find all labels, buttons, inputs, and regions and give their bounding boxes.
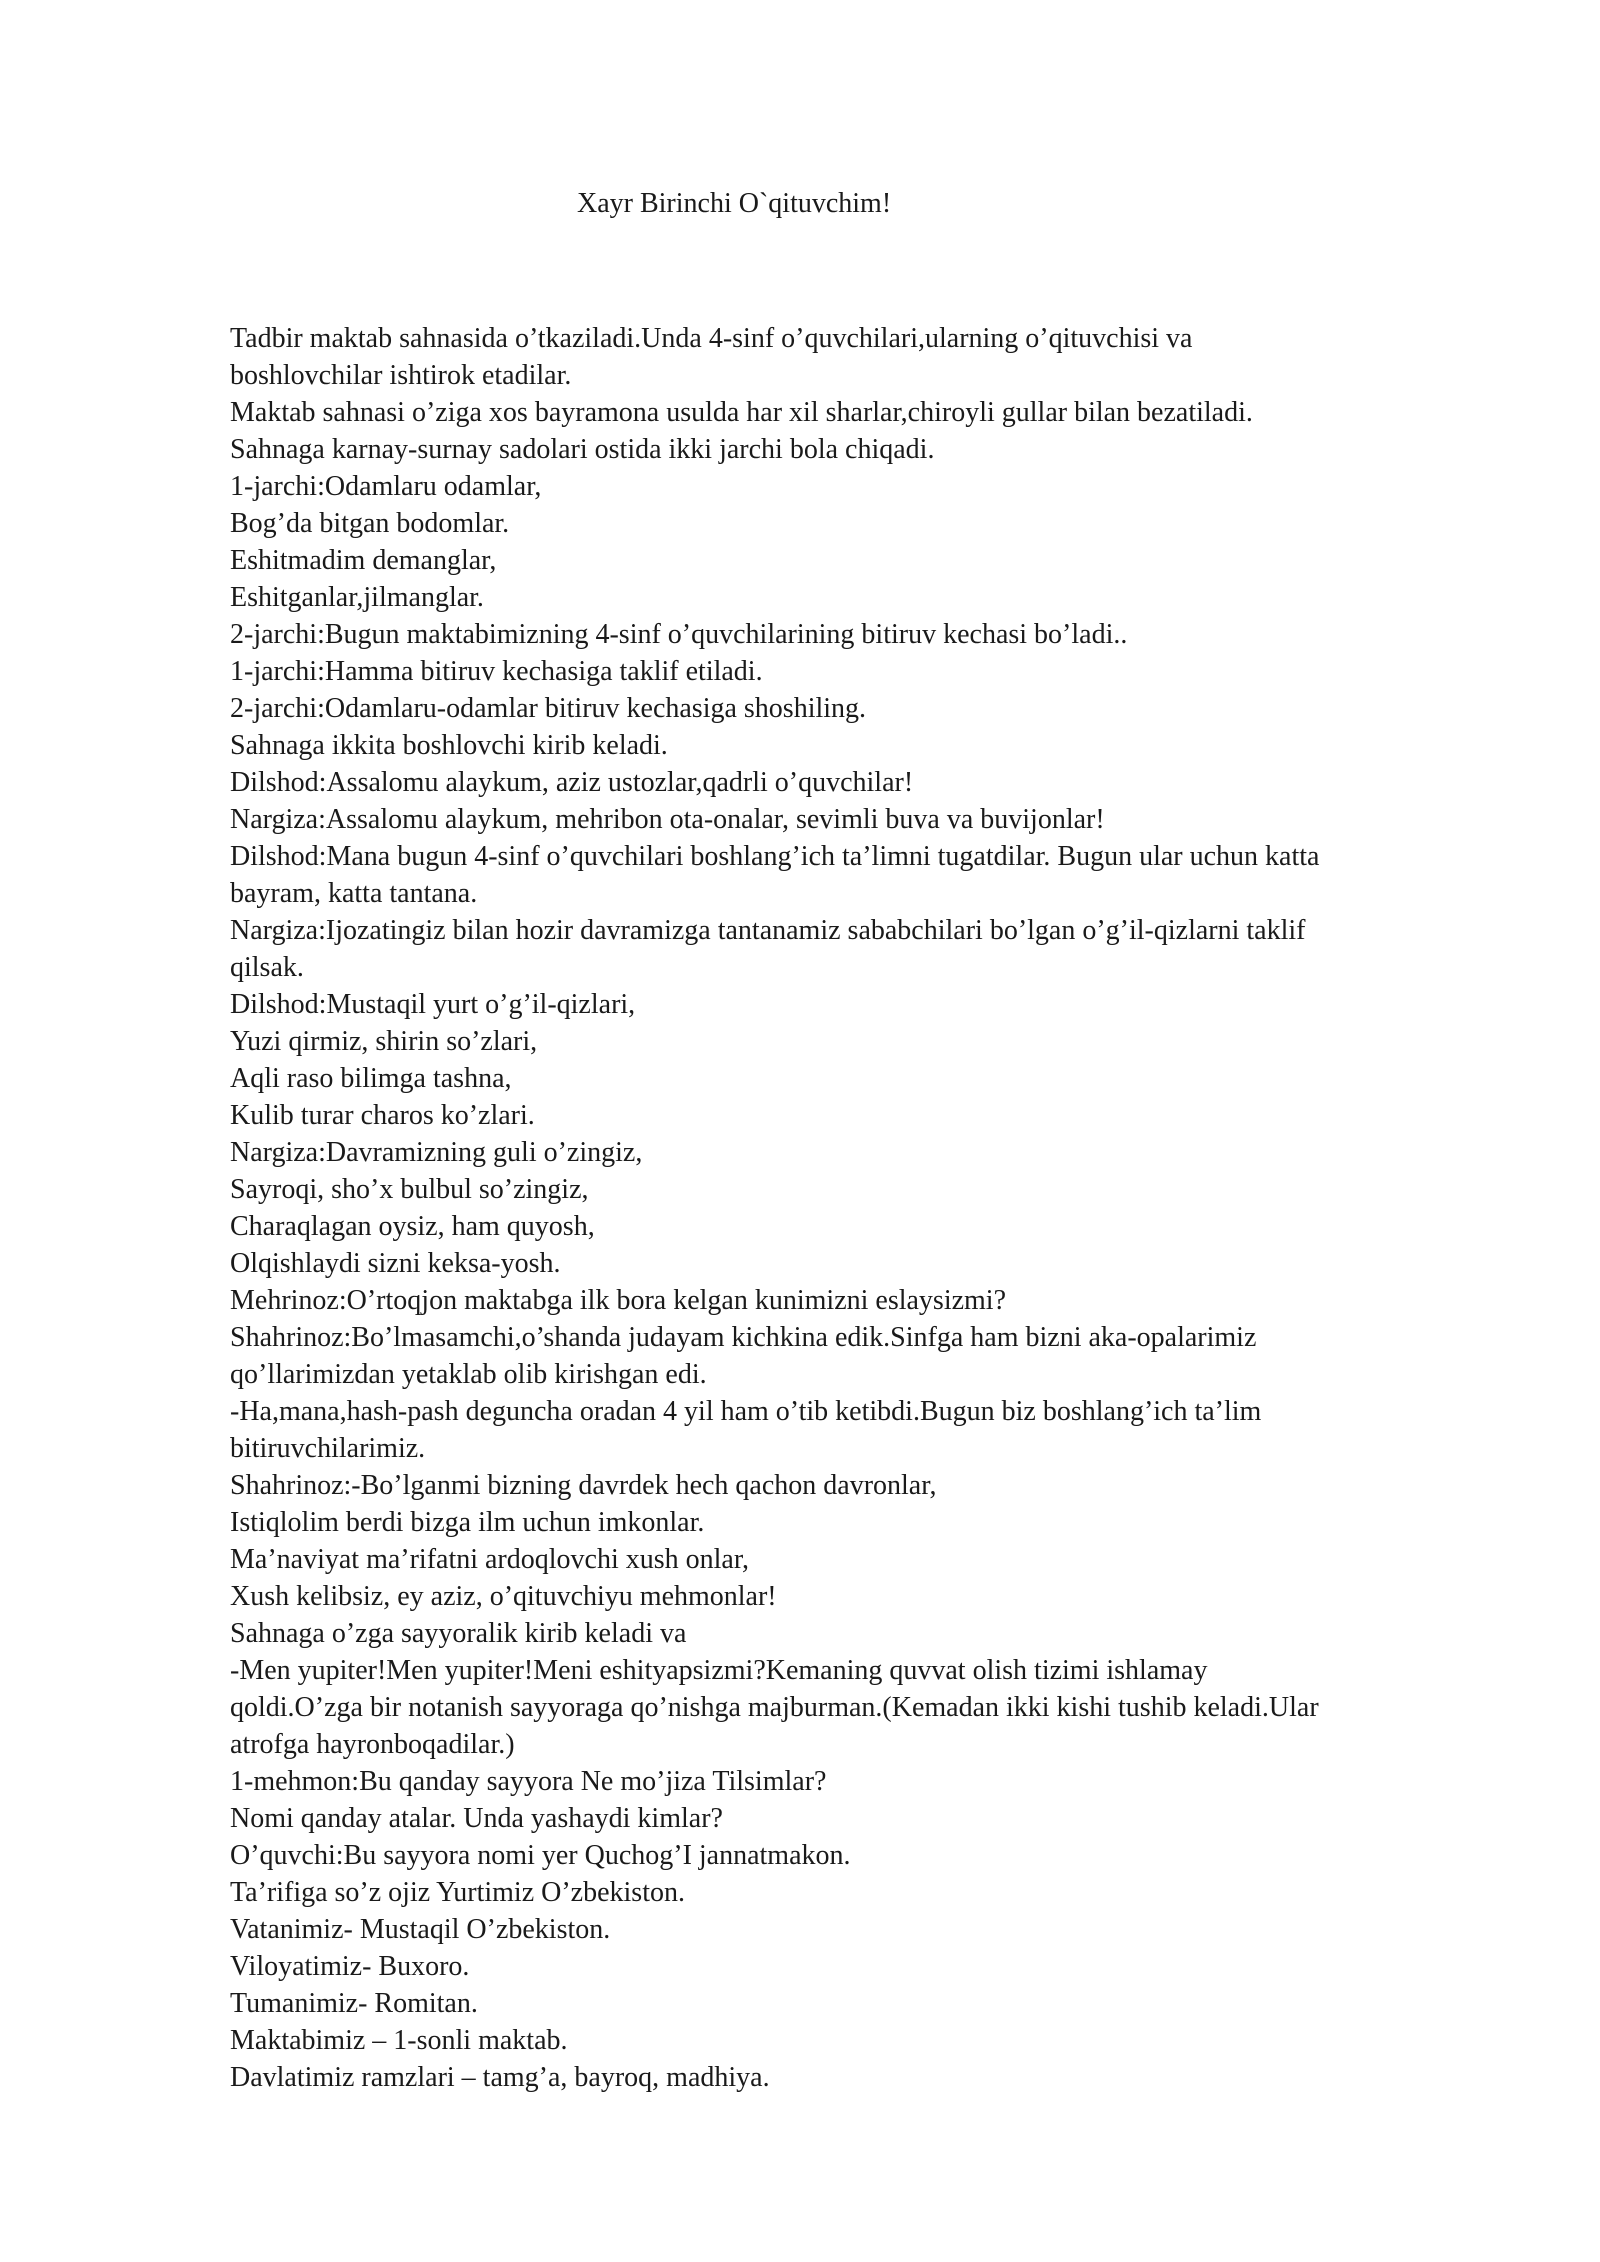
- text-line: 1-mehmon:Bu qanday sayyora Ne mo’jiza Tilsimlar?: [230, 1766, 827, 1797]
- text-line: Ma’naviyat ma’rifatni ardoqlovchi xush onlar,: [230, 1544, 750, 1575]
- text-line: Mehrinoz:O’rtoqjon maktabga ilk bora kelgan kunimizni eslaysizmi?: [230, 1285, 1007, 1316]
- text-line: bayram, katta tantana.: [230, 878, 478, 909]
- text-line: Xush kelibsiz, ey aziz, o’qituvchiyu mehmonlar!: [230, 1581, 777, 1612]
- text-line: Davlatimiz ramzlari – tamg’a, bayroq, madhiya.: [230, 2062, 770, 2093]
- text-line: Shahrinoz:-Bo’lganmi bizning davrdek hech qachon davronlar,: [230, 1470, 937, 1501]
- text-line: Ta’rifiga so’z ojiz Yurtimiz O’zbekiston.: [230, 1877, 685, 1908]
- text-line: Sahnaga o’zga sayyoralik kirib keladi va: [230, 1618, 687, 1649]
- text-line: 2-jarchi:Odamlaru-odamlar bitiruv kechasiga shoshiling.: [230, 693, 867, 724]
- text-line: Bog’da bitgan bodomlar.: [230, 508, 510, 539]
- text-line: Nargiza:Davramizning guli o’zingiz,: [230, 1137, 643, 1168]
- text-line: Tumanimiz- Romitan.: [230, 1988, 478, 2019]
- text-line: Dilshod:Mana bugun 4-sinf o’quvchilari boshlang’ich ta’limni tugatdilar. Bugun ular uchun katta: [230, 841, 1320, 872]
- text-line: Aqli raso bilimga tashna,: [230, 1063, 512, 1094]
- text-line: Yuzi qirmiz, shirin so’zlari,: [230, 1026, 538, 1057]
- text-line: qo’llarimizdan yetaklab olib kirishgan edi.: [230, 1359, 707, 1390]
- text-line: atrofga hayronboqadilar.): [230, 1729, 515, 1760]
- text-line: Viloyatimiz- Buxoro.: [230, 1951, 470, 1982]
- text-line: Maktab sahnasi o’ziga xos bayramona usulda har xil sharlar,chiroyli gullar bilan bezatiladi.: [230, 397, 1253, 428]
- text-line: Maktabimiz – 1-sonli maktab.: [230, 2025, 568, 2056]
- text-line: Nomi qanday atalar. Unda yashaydi kimlar?: [230, 1803, 723, 1834]
- text-line: Eshitganlar,jilmanglar.: [230, 582, 484, 613]
- text-line: O’quvchi:Bu sayyora nomi yer Quchog’I jannatmakon.: [230, 1840, 851, 1871]
- text-line: Istiqlolim berdi bizga ilm uchun imkonlar.: [230, 1507, 705, 1538]
- text-line: 2-jarchi:Bugun maktabimizning 4-sinf o’quvchilarining bitiruv kechasi bo’ladi..: [230, 619, 1128, 650]
- text-line: Sahnaga karnay-surnay sadolari ostida ikki jarchi bola chiqadi.: [230, 434, 935, 465]
- text-line: bitiruvchilarimiz.: [230, 1433, 426, 1464]
- text-line: 1-jarchi:Odamlaru odamlar,: [230, 471, 542, 502]
- text-line: Nargiza:Assalomu alaykum, mehribon ota-onalar, sevimli buva va buvijonlar!: [230, 804, 1105, 835]
- document-body: [230, 320, 1500, 2096]
- text-line: Nargiza:Ijozatingiz bilan hozir davramizga tantanamiz sababchilari bo’lgan o’g’il-qizlarni taklif: [230, 915, 1306, 946]
- text-line: qilsak.: [230, 952, 304, 983]
- text-line: Kulib turar charos ko’zlari.: [230, 1100, 535, 1131]
- text-line: Shahrinoz:Bo’lmasamchi,o’shanda judayam kichkina edik.Sinfga ham bizni aka-opalarimiz: [230, 1322, 1257, 1353]
- text-line: Dilshod:Assalomu alaykum, aziz ustozlar,qadrli o’quvchilar!: [230, 767, 914, 798]
- text-line: -Ha,mana,hash-pash deguncha oradan 4 yil ham o’tib ketibdi.Bugun biz boshlang’ich ta’lim: [230, 1396, 1262, 1427]
- text-line: Tadbir maktab sahnasida o’tkaziladi.Unda 4-sinf o’quvchilari,ularning o’qituvchisi va: [230, 323, 1193, 354]
- text-line: Eshitmadim demanglar,: [230, 545, 497, 576]
- text-line: Sayroqi, sho’x bulbul so’zingiz,: [230, 1174, 589, 1205]
- document-title: Xayr Birinchi O`qituvchim!: [577, 188, 892, 219]
- text-line: qoldi.O’zga bir notanish sayyoraga qo’nishga majburman.(Kemadan ikki kishi tushib keladi.Ular: [230, 1692, 1319, 1723]
- text-line: Olqishlaydi sizni keksa-yosh.: [230, 1248, 561, 1279]
- text-line: boshlovchilar ishtirok etadilar.: [230, 360, 572, 391]
- text-line: Vatanimiz- Mustaqil O’zbekiston.: [230, 1914, 611, 1945]
- text-line: -Men yupiter!Men yupiter!Meni eshityapsizmi?Kemaning quvvat olish tizimi ishlamay: [230, 1655, 1208, 1686]
- text-line: Dilshod:Mustaqil yurt o’g’il-qizlari,: [230, 989, 636, 1020]
- text-line: Sahnaga ikkita boshlovchi kirib keladi.: [230, 730, 668, 761]
- text-line: Charaqlagan oysiz, ham quyosh,: [230, 1211, 595, 1242]
- text-line: 1-jarchi:Hamma bitiruv kechasiga taklif etiladi.: [230, 656, 763, 687]
